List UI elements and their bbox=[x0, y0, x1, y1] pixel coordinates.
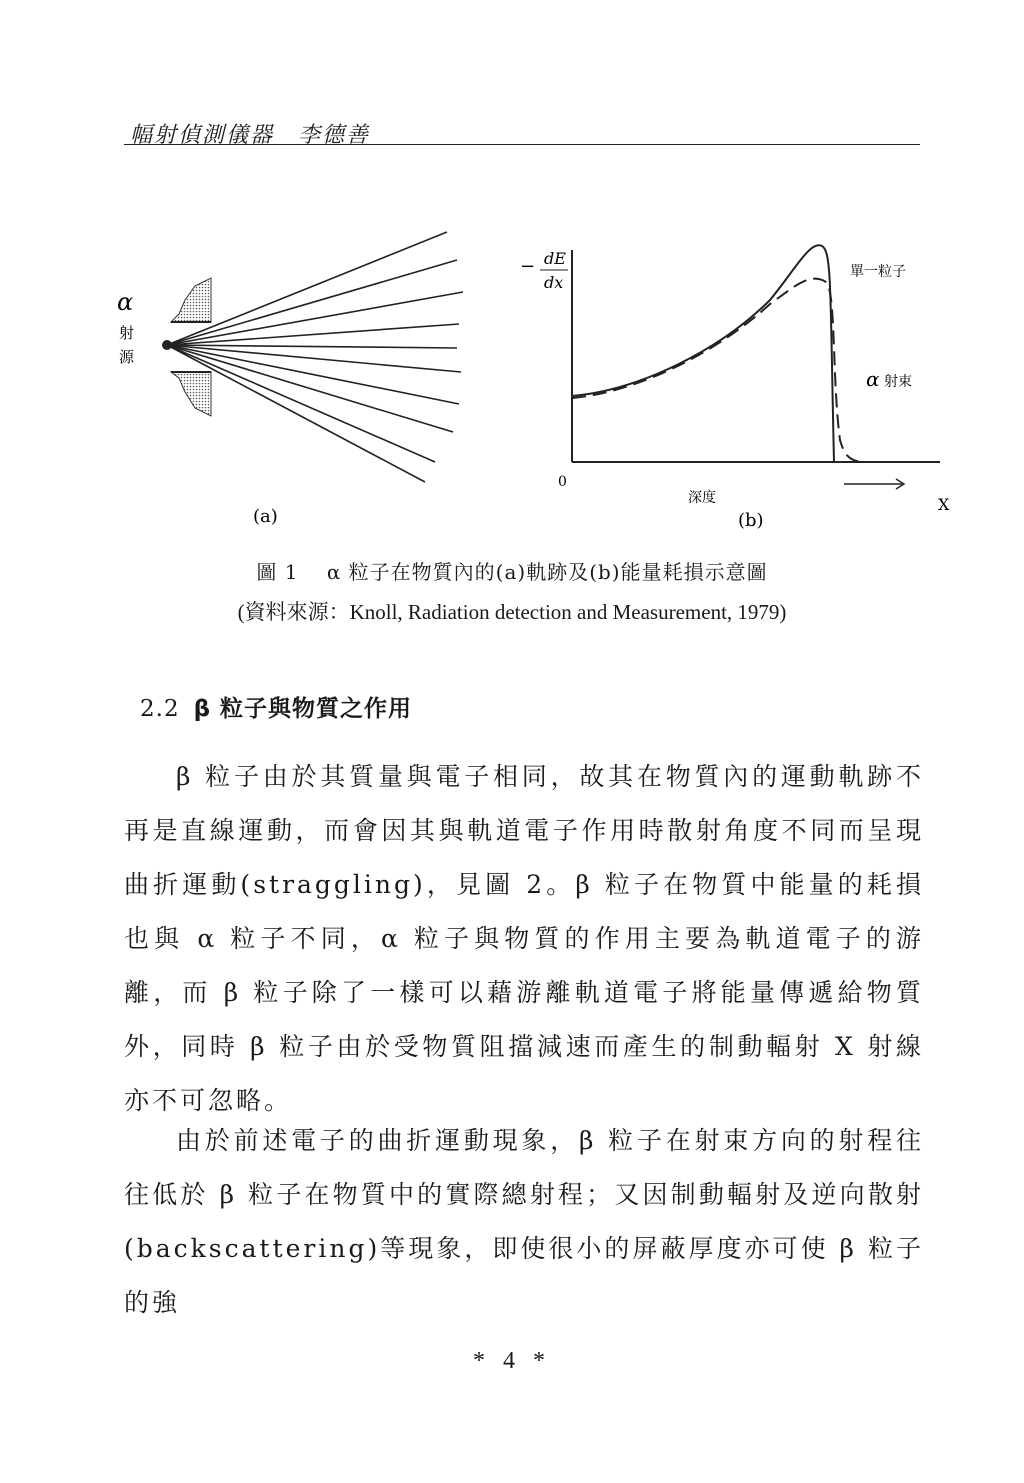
collimator-bottom bbox=[171, 372, 211, 416]
page-number: * 4 * bbox=[473, 1348, 551, 1374]
legend-beam-label: 射束 bbox=[884, 374, 912, 390]
x-axis-label: 深度 bbox=[688, 490, 716, 506]
paragraph-1: β 粒子由於其質量與電子相同，故其在物質內的運動軌跡不再是直線運動，而會因其與軌道電子作用時散射角度不同而呈現曲折運動(straggling)，見圖 2。β 粒子在物質中能量的耗損也與 α 粒子不同，α 粒子與物質的作用主要為軌道電子的游離，而 β 粒子除了一樣可以藉游離軌道電子將能量傳遞給物質外，同時 β 粒子由於受物質阻擋減速而產生的制動輻射 X 射線亦不可忽略。 bbox=[124, 762, 924, 1115]
section-number: 2.2 bbox=[140, 696, 180, 722]
source-label-1: 射 bbox=[119, 324, 135, 342]
figure-caption-line2: (資料來源：Knoll, Radiation detection and Measurement, 1979) bbox=[237, 600, 787, 624]
running-header: 幅射偵測儀器 李德善 bbox=[130, 123, 371, 148]
alpha-beam-curve bbox=[572, 279, 872, 462]
section-title: β 粒子與物質之作用 bbox=[193, 696, 413, 722]
header-rule bbox=[124, 144, 920, 145]
figure-a-panel-label: (a) bbox=[253, 506, 278, 527]
figure-a-alpha-tracks bbox=[105, 220, 485, 540]
source-alpha-symbol: α bbox=[117, 288, 134, 316]
x-end-label: X bbox=[938, 495, 950, 514]
source-label-2: 源 bbox=[119, 348, 135, 366]
figure-b-energy-loss-chart bbox=[510, 230, 970, 540]
y-axis-sign: − bbox=[520, 256, 536, 277]
legend-beam-symbol: α bbox=[866, 367, 880, 391]
section-heading bbox=[140, 690, 412, 723]
figure-caption-line1: 圖 1 α 粒子在物質內的(a)軌跡及(b)能量耗損示意圖 bbox=[256, 560, 768, 584]
y-axis-label-num: dE bbox=[544, 249, 566, 268]
figure-b-panel-label: (b) bbox=[738, 510, 764, 531]
paragraph-2: 由於前述電子的曲折運動現象，β 粒子在射束方向的射程往往低於 β 粒子在物質中的實際總射程；又因制動輻射及逆向散射(backscattering)等現象，即使很小的屏蔽厚度亦可使 β 粒子的強 bbox=[124, 1126, 924, 1317]
origin-label: 0 bbox=[558, 474, 567, 490]
collimator-top bbox=[171, 278, 211, 322]
legend-single-particle: 單一粒子 bbox=[850, 264, 906, 280]
alpha-tracks bbox=[167, 232, 463, 482]
y-axis-label-den: dx bbox=[544, 273, 564, 292]
